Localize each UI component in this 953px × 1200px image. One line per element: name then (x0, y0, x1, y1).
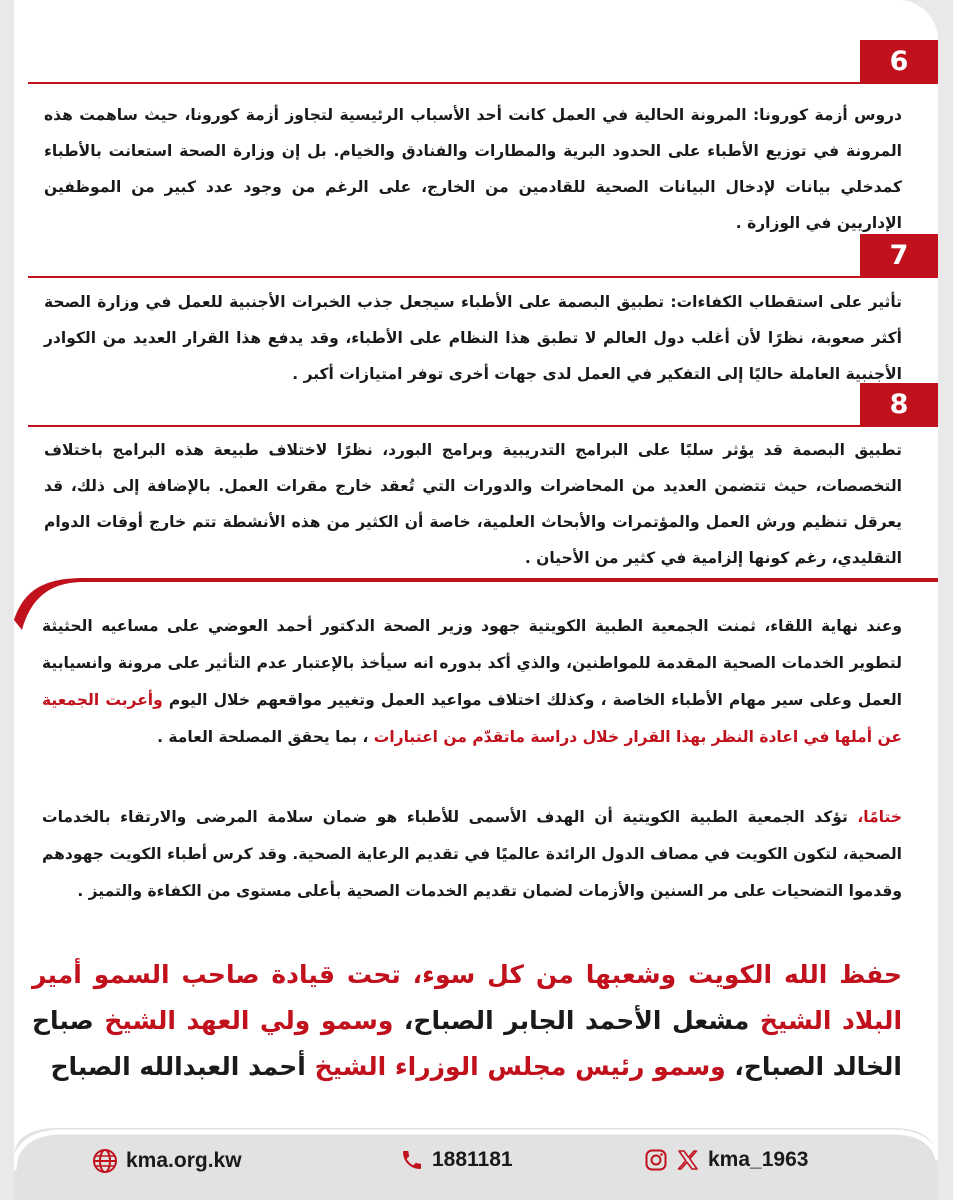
section-divider (28, 425, 938, 427)
phone-text: 1881181 (432, 1148, 513, 1171)
social-handle: kma_1963 (708, 1148, 809, 1171)
conclusion-text: وعند نهاية اللقاء، ثمنت الجمعية الطبية الكويتية جهود وزير الصحة الدكتور أحمد العوضي على مساعيه الحثيثة لتطوير الخدمات الصحية المقدمة للمواطنين، والذي أكد بدوره انه سيأخذ بالإعتبار عدم التأثير على مرونة وانسيابية العمل وعلى سير مهام الأطباء الخاصة ، وكذلك اختلاف مواعيد العمل وتغيير مواقعهم خلال اليوم (42, 617, 902, 709)
website-link[interactable] (92, 1148, 242, 1174)
conclusion-text-end: ، بما يحقق المصلحة العامة . (157, 728, 374, 746)
section-number: 7 (860, 234, 938, 276)
closing-name-1: مشعل الأحمد الجابر الصباح، (393, 1006, 760, 1035)
section-number: 6 (860, 40, 938, 82)
closing-name-2: صباح الخالد الصباح، (32, 1006, 902, 1081)
phone-icon (400, 1148, 424, 1172)
closing-red-2: وسمو ولي العهد الشيخ (104, 1006, 394, 1035)
footer (14, 1148, 938, 1184)
final-text: تؤكد الجمعية الطبية الكويتية أن الهدف الأسمى للأطباء هو ضمان سلامة المرضى والارتقاء بالخدمات الصحية، لتكون الكويت في مصاف الدول الرائدة عالميًا في تقديم الرعاية الصحية. وقد كرس أطباء الكويت جهودهم وقدموا التضحيات على مر السنين والأزمات لضمان تقديم الخدمات الصحية بأعلى مستوى من الكفاءة والتميز . (42, 808, 902, 900)
section-text: دروس أزمة كورونا: المرونة الحالية في العمل كانت أحد الأسباب الرئيسية لتجاوز أزمة كورونا، حيث ساهمت هذه المرونة في توزيع الأطباء على الحدود البرية والمطارات والفنادق والخيام. بل إن وزارة الصحة استعانت بالأطباء كمدخلي بيانات لإدخال البيانات الصحية للقادمين من الخارج، على الرغم من وجود عدد كبير من الموظفين الإداريين في الوزارة . (44, 106, 902, 232)
section-divider (28, 276, 938, 278)
section-text: تأثير على استقطاب الكفاءات: تطبيق البصمة على الأطباء سيجعل جذب الخبرات الأجنبية للعمل في وزارة الصحة أكثر صعوبة، نظرًا لأن أغلب دول العالم لا تطبق هذا النظام على الأطباء، وقد يدفع هذا القرار العديد من الكوادر الأجنبية العاملة حاليًا إلى التفكير في العمل لدى جهات أخرى توفر امتيازات أكبر . (44, 293, 902, 383)
closing-statement (32, 952, 902, 1090)
final-label: ختامًا، (857, 808, 902, 826)
social-link[interactable] (644, 1148, 808, 1172)
section-header (28, 388, 938, 427)
conclusion-highlight: وأعربت الجمعية عن أملها في اعادة النظر بهذا القرار خلال دراسة ماتقدّم من اعتبارات (42, 691, 902, 746)
closing-red-3: وسمو رئيس مجلس الوزراء الشيخ (314, 1052, 726, 1081)
x-icon (676, 1148, 700, 1172)
final-paragraph (42, 799, 902, 910)
section-header (28, 239, 938, 278)
document-page (14, 0, 938, 1200)
instagram-icon (644, 1148, 668, 1172)
section-divider (28, 82, 938, 84)
website-text: kma.org.kw (126, 1149, 242, 1172)
section-number: 8 (860, 383, 938, 425)
conclusion-paragraph (42, 608, 902, 756)
globe-icon (92, 1148, 118, 1174)
closing-name-3: أحمد العبدالله الصباح (50, 1052, 315, 1081)
section-header (28, 45, 938, 84)
section-text: تطبيق البصمة قد يؤثر سلبًا على البرامج التدريبية وبرامج البورد، نظرًا لاختلاف طبيعة هذه البرامج باختلاف التخصصات، حيث تتضمن العديد من المحاضرات والدورات التي تُعقد خارج مقرات العمل. بالإضافة إلى ذلك، قد يعرقل تنظيم ورش العمل والمؤتمرات والأبحاث العلمية، خاصة أن الكثير من هذه الأنشطة تتم خارج أوقات الدوام التقليدي، رغم كونها إلزامية في كثير من الأحيان . (44, 441, 902, 567)
closing-red-1: حفظ الله الكويت وشعبها من كل سوء، تحت قيادة صاحب السمو أمير البلاد الشيخ (32, 960, 903, 1035)
phone-link[interactable] (400, 1148, 513, 1172)
